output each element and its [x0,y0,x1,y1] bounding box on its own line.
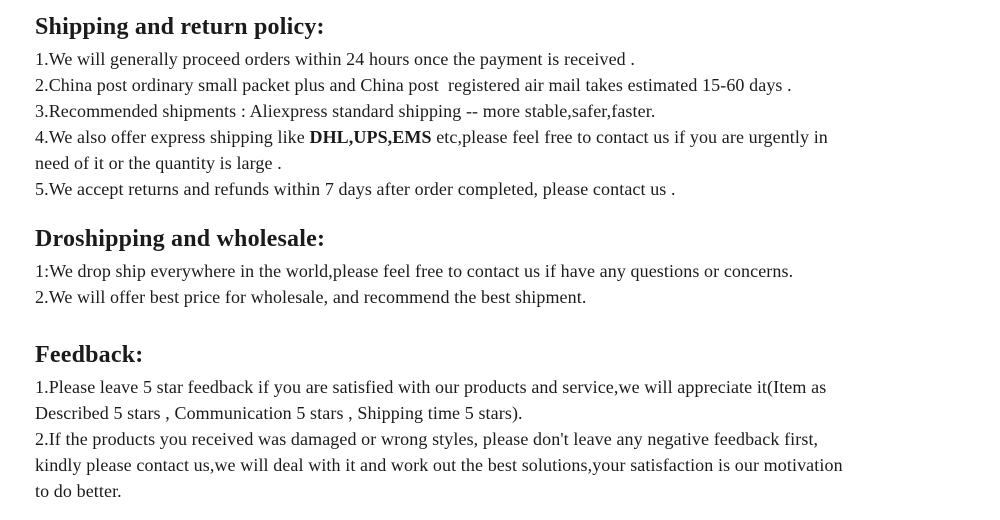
shipping-line-4 [35,124,972,150]
dropshipping-line-2: 2.We will offer best price for wholesale, and recommend the best shipment. [35,287,587,307]
shipping-policy-heading: Shipping and return policy: [35,14,325,40]
section-feedback [35,340,972,504]
feedback-heading: Feedback: [35,342,144,368]
shipping-line-2: 2.China post ordinary small packet plus and China post registered air mail takes estimated 15-60 days . [35,75,792,95]
feedback-line-3: 2.If the products you received was damaged or wrong styles, please don't leave any negative feedback first, [35,429,819,449]
shipping-line-3: 3.Recommended shipments : Aliexpress standard shipping -- more stable,safer,faster. [35,101,656,121]
feedback-line-1: 1.Please leave 5 star feedback if you are satisfied with our products and service,we will appreciate it(Item as [35,377,827,397]
shipping-line-4-post: etc,please feel free to contact us if you are urgently in [431,127,828,147]
feedback-line-4: kindly please contact us,we will deal with it and work out the best solutions,your satisfaction is our motivation [35,455,843,475]
dropshipping-heading: Droshipping and wholesale: [35,226,326,252]
section-dropshipping-wholesale [35,224,972,310]
feedback-line-2: Described 5 stars , Communication 5 stars , Shipping time 5 stars). [35,403,523,423]
feedback-line-5: to do better. [35,481,122,501]
shipping-line-5: need of it or the quantity is large . [35,153,282,173]
shipping-line-1: 1.We will generally proceed orders within 24 hours once the payment is received . [35,49,635,69]
section-shipping-policy [35,12,972,202]
shipping-line-6: 5.We accept returns and refunds within 7 days after order completed, please contact us . [35,179,676,199]
express-carriers-bold: DHL,UPS,EMS [309,127,432,147]
shipping-line-4-pre: 4.We also offer express shipping like [35,127,310,147]
dropshipping-line-1: 1:We drop ship everywhere in the world,please feel free to contact us if have any questions or concerns. [35,261,794,281]
